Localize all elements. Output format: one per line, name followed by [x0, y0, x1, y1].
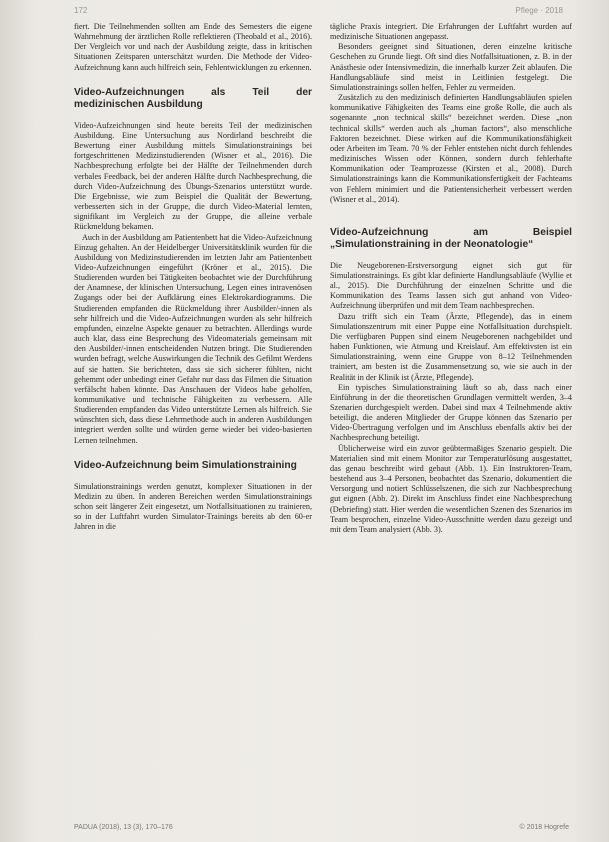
- footer-citation: PADUA (2018), 13 (3), 170–176: [74, 824, 173, 831]
- paragraph: Dazu trifft sich ein Team (Ärzte, Pflegende), das in einem Simulationszentrum mit einer Puppe eine Notfallsituation durchspielt. Die verfügbaren Puppen sind einem Neugeborenen nachgebildet und haben Funktionen, wie Atmung und Kreislauf. Am effektivsten ist ein Simulationstraining, wenn eine Gruppe von 8–12 Teilnehmenden trainiert, am besten ist die Zusammensetzung so, wie sie auch in der Realität in der Klinik ist (Ärzte, Pflegende).: [330, 311, 572, 382]
- page-footer: [74, 824, 573, 836]
- paragraph: tägliche Praxis integriert. Die Erfahrungen der Luftfahrt wurden auf medizinische Situationen angepasst.: [330, 22, 572, 42]
- paragraph: Video-Aufzeichnungen sind heute bereits Teil der medizinischen Ausbildung. Eine Untersuchung aus Nordirland beschreibt die Bewertung einer Ausbildung mittels Simulationstrainings bei fortgeschrittenen Medizinstudierenden (Wisner et al., 2016). Die Nachbesprechung erfolgte bei der Hälfte der Teilnehmenden durch verbales Feedback, bei der anderen Hälfte durch Nachbesprechung, die durch Video-Aufzeichnung des Übungs-Szenarios unterstützt wurde. Die Ergebnisse, wie zum Beispiel die Qualität der Bewertung, verbesserten sich in der Gruppe, die durch Video-Material lernten, signifikant im Vergleich zu der Gruppe, die alleine verbale Rückmeldung bekamen.: [74, 120, 312, 232]
- paragraph: fiert. Die Teilnehmenden sollten am Ende des Semesters die eigene Wahrnehmung der ärztlichen Rolle reflektieren (Theobald et al., 2016). Der Vergleich vor und nach der Ausbildung zeigte, dass in kritischen Situationen Zeitsparen unterschätzt wurden. Die Methode der Video-Aufzeichnung kann auch hilfreich sein, Fehlentwicklungen zu erkennen.: [74, 22, 312, 72]
- paragraph: Zusätzlich zu den medizinisch definierten Handlungsabläufen spielen kommunikative Fähigkeiten des Teams eine große Rolle, die auch als sogenannte „non technical skills“ bezeichnet werden. Diese „non technical skills“ werden auch als „human factors“, also menschliche Faktoren bezeichnet. Diese wirken auf die Kommunikationsfähigkeit oder Arbeiten im Team. 70 % der Fehler entstehen nicht durch fehlendes medizinisches Wissen oder Können, sondern durch fehlerhafte Kommunikation oder Teamprozesse (Kirsten et al., 2008). Durch Simulationstrainings kann die Kommunikationsfertigkeit der Fachteams von Fehlern minimiert und die Patientensicherheit verbessert werden (Wisner et al., 2014).: [330, 93, 572, 204]
- paragraph: Ein typisches Simulationstraining läuft so ab, dass nach einer Einführung in der die theoretischen Grundlagen vermittelt werden, 3–4 Szenarien durchgespielt werden. Dabei sind max 4 Teilnehmende aktiv beteiligt, die anderen Mitglieder der Gruppe können das Szenario per Video-Übertragung verfolgen und im Anschluss ebenfalls aktiv bei der Nachbesprechung beteiligt.: [330, 382, 572, 443]
- paragraph: Die Neugeborenen-Erstversorgung eignet sich gut für Simulationstrainings. Es gibt klar definierte Handlungsabläufe (Wyllie et al., 2015). Die Durchführung der einzelnen Schritte und die Kommunikation des Teams lassen sich gut anhand von Video-Aufzeichnung überprüfen und mit dem Team nachbesprechen.: [330, 260, 572, 311]
- paragraph: Auch in der Ausbildung am Patientenbett hat die Video-Aufzeichnung Einzug gehalten. An der Heidelberger Universitätsklinik wurden für die Ausbildung von Medizinstudierenden im letzten Jahr am Patientenbett Video-Aufzeichnungen eingeführt (Kröner et al., 2015). Die Studierenden wurden bei Tätigkeiten beobachtet wie der Durchführung der Anamnese, der klinischen Untersuchung, Legen eines intravenösen Zugangs oder bei der Aufklärung eines Elektrokardiogramms. Die Studierenden empfanden die Rückmeldung ihrer Ausbilder/-innen als sehr hilfreich und die Video-Aufzeichnungen wurden als sehr hilfreich empfunden, einzelne Aspekte genauer zu betrachten. Allerdings wurde auch klar, dass eine Besprechung des Videomaterials gemeinsam mit den Ausbilder/-innen entscheidenden Nutzen bringt. Die Studierenden wurden befragt, welche Auswirkungen die Technik des Gefilmt Werdens auf sie hatten. Sie berichteten, dass sie sich sicherer fühlten, nicht gehemmt oder unbedingt einer Gefahr nur dass das Filmen die Situation verfälscht haben könnte. Das Anschauen der Videos habe geholfen, kommunikative und technische Fähigkeiten zu verbessern. Alle Studierenden empfanden das Video unterstützte Lernen als hilfreich. Sie wünschten sich, dass diese Lehrmethode auch in anderen Ausbildungen integriert werden sollte und würden gerne wieder bei video-basierten Lernen teilnehmen.: [74, 232, 312, 445]
- paragraph: Simulationstrainings werden genutzt, komplexer Situationen in der Medizin zu üben. In anderen Bereichen werden Simulationstrainings schon seit längerer Zeit eingesetzt, um Notfallsituationen zu trainieren, so in der Luftfahrt wurden Simulator-Trainings bereits ab den 60-er Jahren in die: [74, 481, 312, 532]
- footer-publisher: © 2018 Hogrefe: [519, 824, 569, 831]
- section-heading-medical-training: Video-Aufzeichnungen als Teil der medizinischen Ausbildung: [74, 86, 312, 110]
- page-number: 172: [74, 6, 88, 15]
- journal-name: Pflege · 2018: [515, 6, 563, 15]
- paragraph: Besonders geeignet sind Situationen, deren einzelne kritische Geschehen zu Grunde liegt. Oft sind dies Notfallsituationen, z. B. in der Anästhesie oder Intensivmedizin, die innerhalb kurzer Zeit ablaufen. Die Handlungsabläufe sind meist in Leitlinien festgelegt. Die Simulationstrainings sollen helfen, Fehler zu vermeiden.: [330, 42, 572, 92]
- right-column: [330, 22, 572, 535]
- paragraph: Üblicherweise wird ein zuvor geübtermaßiges Szenario gespielt. Die Materialien sind mit einem Monitor zur Temperaturlösung ausgestattet, das genau beschreibt wird gebaut (Abb. 1). Ein Instruktoren-Team, bestehend aus 3–4 Personen, beobachtet das Szenario, dokumentiert die Versorgung und notiert Schlüsselszenen, die sich zur Nachbesprechung gut eignen (Abb. 2). Direkt im Anschluss findet eine Nachbesprechung (Debriefing) statt. Hier werden die wesentlichen Szenen des Szenarios im Team besprochen, einzelne Video-Ausschnitte werden dazu gezeigt und mit dem Team analysiert (Abb. 3).: [330, 443, 572, 534]
- section-heading-neonatology: Video-Aufzeichnung am Beispiel „Simulationstraining in der Neonatologie“: [330, 226, 572, 250]
- section-heading-simulation-training: Video-Aufzeichnung beim Simulationstraining: [74, 459, 297, 471]
- running-head: [62, 6, 573, 18]
- left-column: [74, 22, 312, 533]
